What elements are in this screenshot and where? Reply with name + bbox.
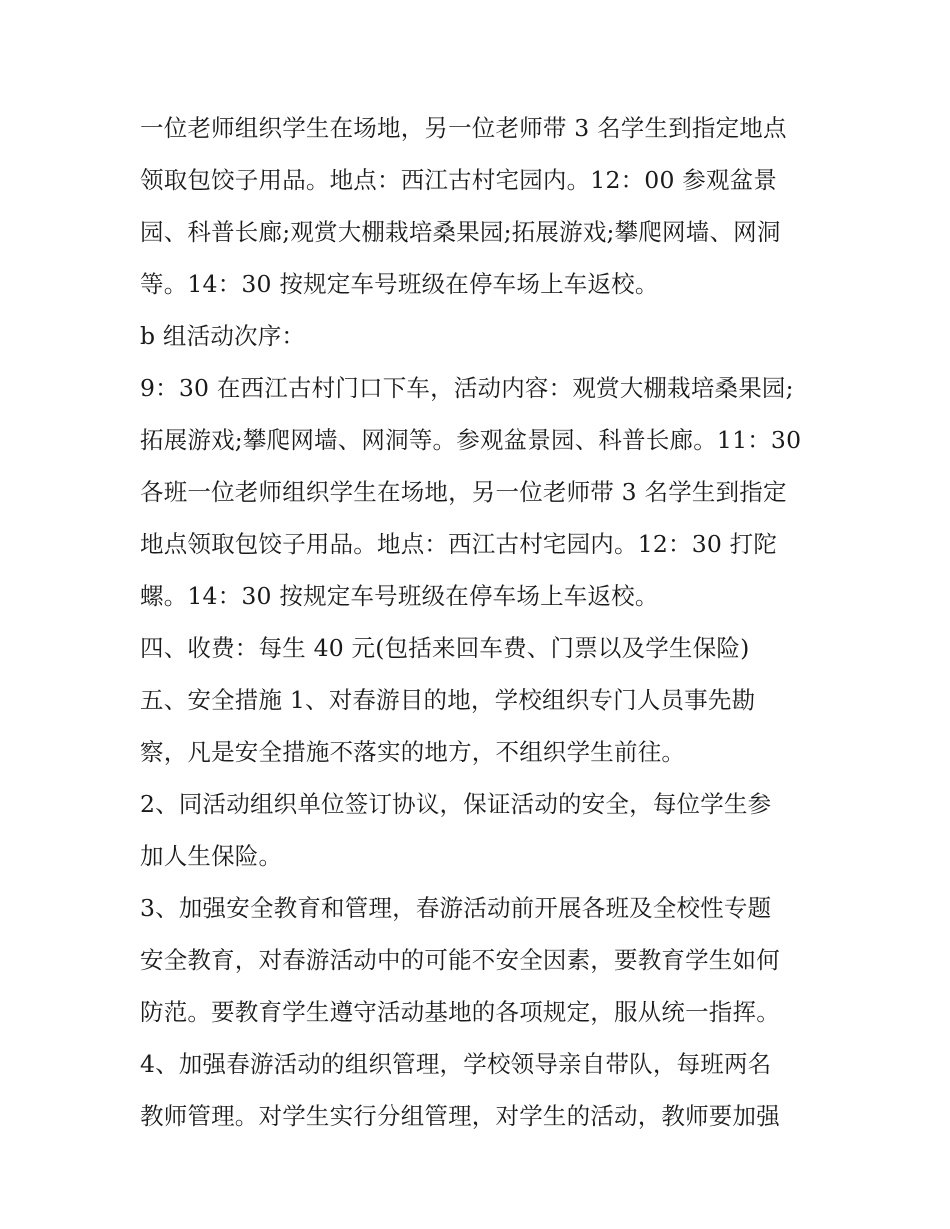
text-line-7: 拓展游戏;攀爬网墙、网洞等。参观盆景园、科普长廊。11：30 xyxy=(140,426,802,454)
text-line-3: 园、科普长廊;观赏大棚栽培桑果园;拓展游戏;攀爬网墙、网洞 xyxy=(140,218,781,246)
text-line-13: 察，凡是安全措施不落实的地方，不组织学生前往。 xyxy=(140,738,686,766)
text-line-9: 地点领取包饺子用品。地点：西江古村宅园内。12：30 打陀 xyxy=(140,530,778,558)
text-line-4: 等。14：30 按规定车号班级在停车场上车返校。 xyxy=(140,270,659,298)
document-body xyxy=(140,102,820,1142)
section-heading-fees: 四、收费：每生 40 元(包括来回车费、门票以及学生保险) xyxy=(140,634,750,662)
text-line-10: 螺。14：30 按规定车号班级在停车场上车返校。 xyxy=(140,582,659,610)
text-line-8: 各班一位老师组织学生在场地，另一位老师带 3 名学生到指定 xyxy=(140,478,787,506)
list-item-2: 2、同活动组织单位签订协议，保证活动的安全，每位学生参 xyxy=(140,790,772,818)
list-item-3: 3、加强安全教育和管理，春游活动前开展各班及全校性专题 xyxy=(140,894,772,922)
text-line-20: 教师管理。对学生实行分组管理，对学生的活动，教师要加强 xyxy=(140,1102,780,1130)
text-line-15: 加人生保险。 xyxy=(140,842,283,870)
text-line-2: 领取包饺子用品。地点：西江古村宅园内。12：00 参观盆景 xyxy=(140,166,778,194)
text-line-6: 9：30 在西江古村门口下车，活动内容：观赏大棚栽培桑果园; xyxy=(140,374,794,402)
text-line-1: 一位老师组织学生在场地，另一位老师带 3 名学生到指定地点 xyxy=(140,114,787,142)
section-heading-b-group: b 组活动次序： xyxy=(140,322,306,350)
text-line-18: 防范。要教育学生遵守活动基地的各项规定，服从统一指挥。 xyxy=(140,998,780,1026)
text-line-17: 安全教育，对春游活动中的可能不安全因素，要教育学生如何 xyxy=(140,946,780,974)
list-item-4: 4、加强春游活动的组织管理，学校领导亲自带队，每班两名 xyxy=(140,1050,772,1078)
section-heading-safety: 五、安全措施 1、对春游目的地，学校组织专门人员事先勘 xyxy=(140,686,756,714)
